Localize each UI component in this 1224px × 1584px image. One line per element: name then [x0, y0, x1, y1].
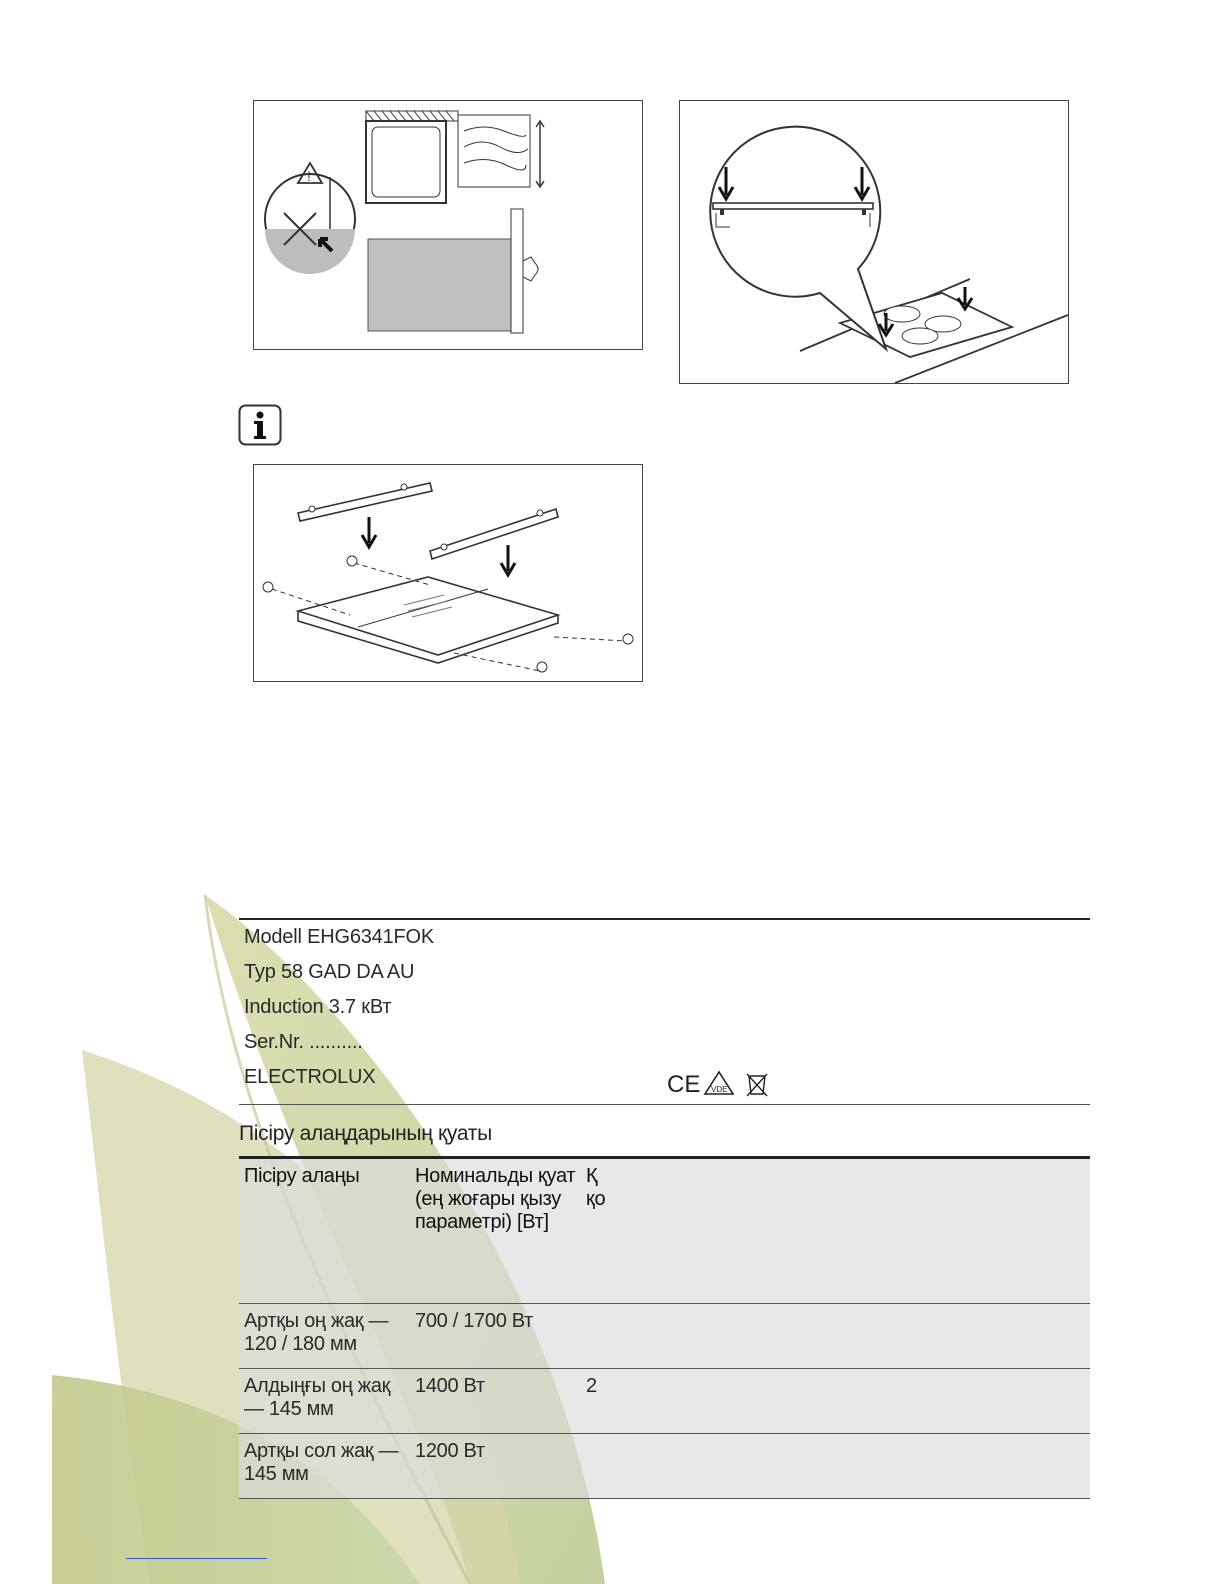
figure-hob-installation: [679, 100, 1069, 384]
power-table: [239, 1156, 1090, 1499]
col-header-power: Номинальды қуат (ең жоғары қызу параметрі) [Вт]: [415, 1165, 576, 1233]
figure-cabinet-clearance: [253, 100, 643, 350]
cell-power: 700 / 1700 Вт: [415, 1310, 534, 1332]
cell-power: 1400 Вт: [415, 1375, 485, 1397]
footer-link-underline[interactable]: [126, 1558, 267, 1559]
rating-plate: [239, 918, 1090, 1105]
svg-text:!: !: [307, 168, 311, 184]
plate-type: Typ 58 GAD DA AU: [244, 961, 415, 983]
table-row: [239, 1369, 1090, 1434]
plate-model: Modell EHG6341FOK: [244, 926, 435, 948]
plate-brand: ELECTROLUX: [244, 1066, 376, 1088]
plate-serial: Ser.Nr. ..........: [244, 1031, 363, 1053]
ce-mark: CE: [667, 1071, 701, 1098]
cell-extra: [581, 1304, 615, 1369]
cell-extra: [581, 1434, 615, 1499]
table-header-row: [239, 1158, 1090, 1304]
table-row: [239, 1304, 1090, 1369]
cell-spacer: [615, 1434, 1090, 1499]
table-row: [239, 1434, 1090, 1499]
col-header-extra: Қ қо: [586, 1165, 606, 1210]
vde-mark: VDE: [711, 1085, 728, 1094]
section-title: Пісіру алаңдарының қуаты: [239, 1122, 492, 1145]
figure-bracket-mounting: [253, 464, 643, 682]
cell-extra: 2: [586, 1375, 597, 1397]
plate-induction: Induction 3.7 кВт: [244, 996, 392, 1018]
cell-spacer: [615, 1304, 1090, 1369]
col-header-zone: Пісіру алаңы: [244, 1165, 360, 1187]
cell-power: 1200 Вт: [415, 1440, 485, 1462]
col-header-spacer: [615, 1158, 1090, 1304]
cell-zone: Артқы оң жақ — 120 / 180 мм: [244, 1310, 389, 1355]
cell-zone: Алдыңғы оң жақ — 145 мм: [244, 1375, 391, 1420]
cell-spacer: [615, 1369, 1090, 1434]
cell-zone: Артқы сол жақ — 145 мм: [244, 1440, 399, 1485]
info-icon: [238, 404, 282, 446]
certification-marks-icon: [667, 1068, 777, 1098]
